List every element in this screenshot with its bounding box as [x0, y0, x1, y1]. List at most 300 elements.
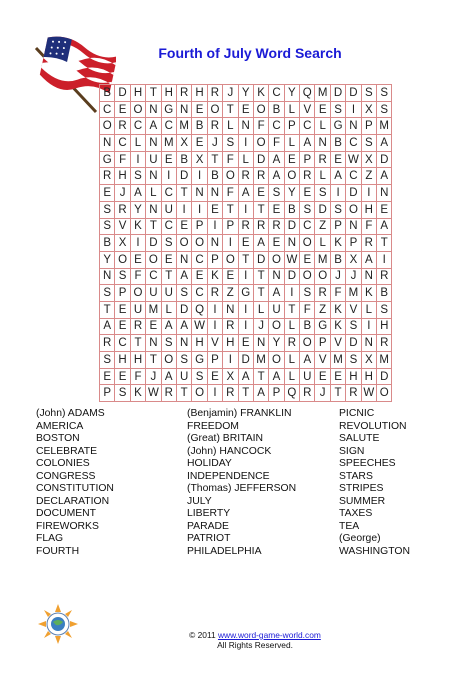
word-list-item: PHILADELPHIA [187, 545, 262, 557]
grid-cell: I [207, 301, 222, 318]
grid-row [100, 235, 392, 252]
grid-cell: O [300, 335, 315, 352]
grid-cell: O [315, 268, 330, 285]
grid-cell: X [346, 251, 361, 268]
grid-cell: P [100, 385, 115, 402]
grid-cell: D [176, 168, 191, 185]
grid-cell: Q [300, 85, 315, 102]
word-list-item: SALUTE [339, 433, 380, 444]
grid-cell: T [207, 151, 222, 168]
word-list-item: TEA [339, 520, 360, 532]
grid-cell: A [269, 285, 284, 302]
grid-cell: E [176, 218, 191, 235]
grid-cell: S [330, 101, 345, 118]
grid-cell: G [330, 118, 345, 135]
grid-cell: E [238, 101, 253, 118]
grid-cell: N [346, 218, 361, 235]
grid-cell: L [238, 151, 253, 168]
grid-cell: P [361, 118, 376, 135]
grid-cell: N [146, 335, 161, 352]
grid-cell: Z [223, 285, 238, 302]
grid-cell: Z [315, 218, 330, 235]
word-list-item: LIBERTY [187, 508, 231, 519]
grid-cell: W [361, 385, 376, 402]
grid-cell: Y [284, 185, 299, 202]
word-list-column-1 [36, 408, 114, 558]
grid-cell: X [223, 368, 238, 385]
grid-cell: B [100, 235, 115, 252]
grid-cell: D [315, 201, 330, 218]
grid-cell: P [207, 251, 222, 268]
grid-cell: J [346, 268, 361, 285]
word-list-column-2 [187, 408, 296, 558]
footer-line-1 [150, 630, 360, 640]
grid-cell: O [253, 101, 268, 118]
grid-cell: S [223, 135, 238, 152]
word-list-item: (John) HANCOCK [187, 445, 272, 457]
grid-cell: F [361, 218, 376, 235]
grid-cell: C [192, 285, 207, 302]
grid-cell: E [269, 235, 284, 252]
grid-cell: D [253, 251, 268, 268]
grid-cell: E [223, 268, 238, 285]
grid-row [100, 218, 392, 235]
grid-cell: U [146, 151, 161, 168]
grid-cell: O [269, 251, 284, 268]
grid-cell: L [284, 368, 299, 385]
grid-cell: P [315, 335, 330, 352]
grid-cell: E [115, 301, 130, 318]
grid-cell: L [146, 185, 161, 202]
word-list-item: (George) [339, 533, 381, 544]
footer [150, 630, 360, 650]
grid-cell: A [161, 318, 176, 335]
grid-cell: Z [361, 168, 376, 185]
grid-cell: G [161, 101, 176, 118]
grid-cell: S [377, 85, 392, 102]
grid-cell: O [207, 101, 222, 118]
grid-cell: L [284, 135, 299, 152]
grid-cell: R [207, 85, 222, 102]
grid-cell: I [207, 218, 222, 235]
grid-cell: F [223, 151, 238, 168]
grid-cell: A [161, 368, 176, 385]
grid-cell: S [100, 201, 115, 218]
grid-cell: D [284, 218, 299, 235]
grid-cell: R [223, 318, 238, 335]
grid-cell: S [100, 218, 115, 235]
grid-cell: A [377, 218, 392, 235]
grid-row [100, 151, 392, 168]
grid-cell: E [330, 368, 345, 385]
grid-row [100, 118, 392, 135]
grid-cell: W [146, 385, 161, 402]
grid-cell: N [269, 268, 284, 285]
grid-cell: L [284, 101, 299, 118]
grid-cell: U [161, 285, 176, 302]
word-list-item: DOCUMENT [36, 508, 97, 519]
grid-cell: O [130, 101, 145, 118]
grid-cell: I [223, 352, 238, 369]
grid-cell: I [238, 301, 253, 318]
grid-cell: O [161, 352, 176, 369]
grid-cell: R [346, 385, 361, 402]
grid-row [100, 168, 392, 185]
grid-cell: E [115, 101, 130, 118]
grid-cell: O [192, 235, 207, 252]
grid-row [100, 368, 392, 385]
grid-cell: S [100, 352, 115, 369]
grid-row [100, 135, 392, 152]
grid-cell: I [346, 101, 361, 118]
grid-cell: E [238, 335, 253, 352]
grid-cell: G [100, 151, 115, 168]
grid-cell: D [284, 268, 299, 285]
grid-cell: E [315, 101, 330, 118]
grid-cell: V [315, 352, 330, 369]
grid-cell: E [238, 235, 253, 252]
grid-cell: E [207, 201, 222, 218]
word-list-item: FOURTH [36, 545, 80, 557]
grid-cell: K [330, 235, 345, 252]
grid-cell: L [130, 135, 145, 152]
grid-cell: I [192, 201, 207, 218]
grid-cell: T [130, 335, 145, 352]
grid-cell: H [192, 85, 207, 102]
grid-cell: E [146, 318, 161, 335]
word-list-item: PARADE [187, 520, 229, 532]
grid-cell: F [223, 185, 238, 202]
grid-cell: U [300, 368, 315, 385]
grid-cell: W [346, 151, 361, 168]
grid-cell: L [161, 301, 176, 318]
grid-cell: S [192, 368, 207, 385]
word-list-item: FIREWORKS [36, 520, 99, 532]
grid-cell: T [146, 218, 161, 235]
grid-cell: M [346, 285, 361, 302]
grid-cell: Y [269, 335, 284, 352]
grid-cell: C [346, 168, 361, 185]
grid-cell: W [284, 251, 299, 268]
grid-cell: E [130, 251, 145, 268]
grid-cell: R [161, 385, 176, 402]
grid-cell: N [192, 185, 207, 202]
grid-cell: P [207, 352, 222, 369]
grid-row [100, 285, 392, 302]
grid-cell: T [253, 268, 268, 285]
grid-cell: N [207, 235, 222, 252]
grid-cell: N [207, 185, 222, 202]
grid-cell: S [100, 285, 115, 302]
grid-cell: T [253, 201, 268, 218]
grid-cell: U [269, 301, 284, 318]
grid-cell: N [146, 201, 161, 218]
grid-cell: R [207, 285, 222, 302]
grid-cell: J [330, 268, 345, 285]
grid-cell: H [192, 335, 207, 352]
grid-cell: M [330, 352, 345, 369]
grid-cell: X [361, 352, 376, 369]
grid-cell: A [238, 368, 253, 385]
grid-cell: D [346, 185, 361, 202]
word-list-item: INDEPENDENCE [187, 470, 270, 482]
grid-cell: R [284, 335, 299, 352]
grid-cell: S [176, 352, 191, 369]
grid-cell: H [130, 85, 145, 102]
grid-cell: E [300, 251, 315, 268]
grid-cell: A [253, 235, 268, 252]
grid-cell: L [253, 301, 268, 318]
website-link[interactable]: www.word-game-world.com [217, 630, 321, 640]
word-list-item: (Benjamin) FRANKLIN [187, 408, 292, 419]
word-list-item: JULY [187, 495, 212, 507]
grid-cell: X [115, 235, 130, 252]
grid-cell: N [146, 101, 161, 118]
grid-cell: A [269, 151, 284, 168]
grid-cell: S [330, 201, 345, 218]
grid-cell: R [115, 118, 130, 135]
grid-cell: R [238, 168, 253, 185]
grid-cell: A [377, 168, 392, 185]
grid-cell: M [161, 135, 176, 152]
grid-cell: N [346, 118, 361, 135]
grid-cell: F [130, 268, 145, 285]
grid-cell: L [284, 318, 299, 335]
grid-cell: N [238, 118, 253, 135]
grid-cell: T [253, 285, 268, 302]
grid-cell: O [176, 235, 191, 252]
word-list-item: SPEECHES [339, 458, 396, 469]
word-list-item: (John) ADAMS [36, 408, 105, 419]
grid-cell: S [269, 185, 284, 202]
grid-cell: R [115, 201, 130, 218]
grid-cell: R [253, 168, 268, 185]
grid-cell: Z [315, 301, 330, 318]
grid-cell: H [361, 368, 376, 385]
grid-cell: I [207, 385, 222, 402]
grid-row [100, 385, 392, 402]
grid-cell: B [207, 168, 222, 185]
grid-cell: L [223, 118, 238, 135]
grid-cell: B [269, 101, 284, 118]
grid-cell: C [192, 251, 207, 268]
grid-cell: F [130, 368, 145, 385]
copyright-text: © 2011 [189, 630, 216, 640]
grid-cell: E [315, 368, 330, 385]
word-list-item: FLAG [36, 533, 64, 544]
grid-cell: V [207, 335, 222, 352]
grid-cell: S [161, 235, 176, 252]
grid-cell: F [300, 301, 315, 318]
grid-cell: D [115, 85, 130, 102]
grid-cell: G [315, 318, 330, 335]
grid-cell: A [130, 185, 145, 202]
grid-cell: D [176, 301, 191, 318]
grid-row [100, 101, 392, 118]
grid-cell: E [253, 185, 268, 202]
grid-cell: I [192, 168, 207, 185]
grid-cell: I [161, 168, 176, 185]
grid-cell: S [361, 85, 376, 102]
grid-cell: T [238, 251, 253, 268]
page-title: Fourth of July Word Search [158, 45, 342, 61]
grid-cell: O [115, 251, 130, 268]
grid-cell: R [176, 85, 191, 102]
grid-cell: E [161, 251, 176, 268]
grid-cell: J [207, 135, 222, 152]
grid-cell: D [377, 151, 392, 168]
grid-cell: I [361, 318, 376, 335]
grid-row [100, 301, 392, 318]
grid-cell: R [300, 168, 315, 185]
grid-cell: I [238, 201, 253, 218]
grid-cell: S [346, 318, 361, 335]
word-list-item: DECLARATION [36, 495, 110, 507]
grid-cell: M [315, 85, 330, 102]
grid-cell: B [330, 251, 345, 268]
grid-cell: X [361, 151, 376, 168]
grid-cell: B [300, 318, 315, 335]
grid-cell: B [284, 201, 299, 218]
grid-cell: L [315, 235, 330, 252]
word-list-item: REVOLUTION [339, 420, 407, 432]
grid-cell: O [269, 352, 284, 369]
grid-cell: D [346, 85, 361, 102]
grid-row [100, 85, 392, 102]
grid-cell: E [300, 185, 315, 202]
grid-cell: A [377, 135, 392, 152]
grid-cell: K [253, 85, 268, 102]
grid-cell: P [192, 218, 207, 235]
grid-cell: A [176, 268, 191, 285]
grid-cell: O [377, 385, 392, 402]
grid-cell: N [361, 268, 376, 285]
grid-cell: H [115, 352, 130, 369]
grid-cell: O [130, 285, 145, 302]
grid-cell: E [269, 201, 284, 218]
grid-cell: S [300, 285, 315, 302]
grid-row [100, 201, 392, 218]
grid-cell: K [330, 318, 345, 335]
grid-cell: G [192, 352, 207, 369]
grid-cell: O [269, 318, 284, 335]
grid-cell: B [100, 85, 115, 102]
grid-cell: S [115, 268, 130, 285]
grid-cell: R [253, 218, 268, 235]
grid-cell: T [223, 201, 238, 218]
grid-cell: Q [284, 385, 299, 402]
grid-cell: K [130, 385, 145, 402]
grid-cell: N [284, 235, 299, 252]
grid-cell: O [253, 135, 268, 152]
grid-cell: E [330, 151, 345, 168]
grid-cell: V [115, 218, 130, 235]
grid-cell: F [330, 285, 345, 302]
word-list-item: PATRIOT [187, 533, 231, 544]
word-search-grid [99, 84, 392, 402]
word-list-item: BOSTON [36, 433, 80, 444]
grid-cell: G [238, 285, 253, 302]
grid-cell: C [146, 268, 161, 285]
grid-cell: T [146, 352, 161, 369]
grid-cell: H [161, 85, 176, 102]
grid-cell: X [176, 135, 191, 152]
grid-cell: K [130, 218, 145, 235]
grid-cell: S [346, 352, 361, 369]
grid-cell: C [115, 335, 130, 352]
grid-cell: R [269, 218, 284, 235]
grid-cell: R [223, 385, 238, 402]
grid-cell: A [269, 168, 284, 185]
grid-cell: M [253, 352, 268, 369]
grid-cell: I [284, 285, 299, 302]
grid-cell: A [238, 185, 253, 202]
grid-cell: I [223, 235, 238, 252]
grid-cell: A [361, 251, 376, 268]
word-list-item: HOLIDAY [187, 458, 232, 469]
grid-cell: O [100, 118, 115, 135]
grid-row [100, 268, 392, 285]
grid-cell: R [100, 335, 115, 352]
grid-cell: K [361, 285, 376, 302]
grid-row [100, 335, 392, 352]
word-list-item: (Thomas) JEFFERSON [187, 483, 297, 494]
grid-cell: J [146, 368, 161, 385]
grid-cell: I [207, 318, 222, 335]
grid-cell: C [161, 185, 176, 202]
grid-cell: S [115, 385, 130, 402]
grid-cell: Q [192, 301, 207, 318]
grid-cell: E [100, 368, 115, 385]
grid-cell: I [130, 235, 145, 252]
grid-cell: T [330, 385, 345, 402]
grid-cell: R [377, 268, 392, 285]
grid-cell: N [176, 251, 191, 268]
grid-cell: V [300, 101, 315, 118]
grid-cell: T [377, 235, 392, 252]
grid-cell: S [161, 335, 176, 352]
grid-cell: T [146, 85, 161, 102]
grid-cell: T [253, 368, 268, 385]
word-list-item: FREEDOM [187, 420, 239, 432]
grid-cell: N [315, 135, 330, 152]
grid-cell: N [146, 168, 161, 185]
grid-cell: C [161, 218, 176, 235]
grid-cell: O [284, 168, 299, 185]
grid-cell: C [300, 218, 315, 235]
grid-cell: E [377, 201, 392, 218]
rights-text: All Rights Reserved. [217, 640, 293, 650]
grid-cell: O [300, 268, 315, 285]
grid-cell: C [269, 85, 284, 102]
grid-cell: S [300, 201, 315, 218]
grid-cell: B [192, 118, 207, 135]
grid-cell: E [192, 101, 207, 118]
grid-cell: X [361, 101, 376, 118]
word-list-item: SUMMER [339, 495, 386, 507]
grid-cell: N [176, 335, 191, 352]
word-list-column-3 [339, 408, 410, 558]
grid-cell: N [100, 268, 115, 285]
grid-row [100, 185, 392, 202]
grid-cell: E [161, 151, 176, 168]
grid-cell: K [330, 301, 345, 318]
word-list-item: COLONIES [36, 458, 90, 469]
grid-cell: P [115, 285, 130, 302]
grid-cell: Y [100, 251, 115, 268]
grid-cell: H [361, 201, 376, 218]
grid-cell: R [361, 235, 376, 252]
